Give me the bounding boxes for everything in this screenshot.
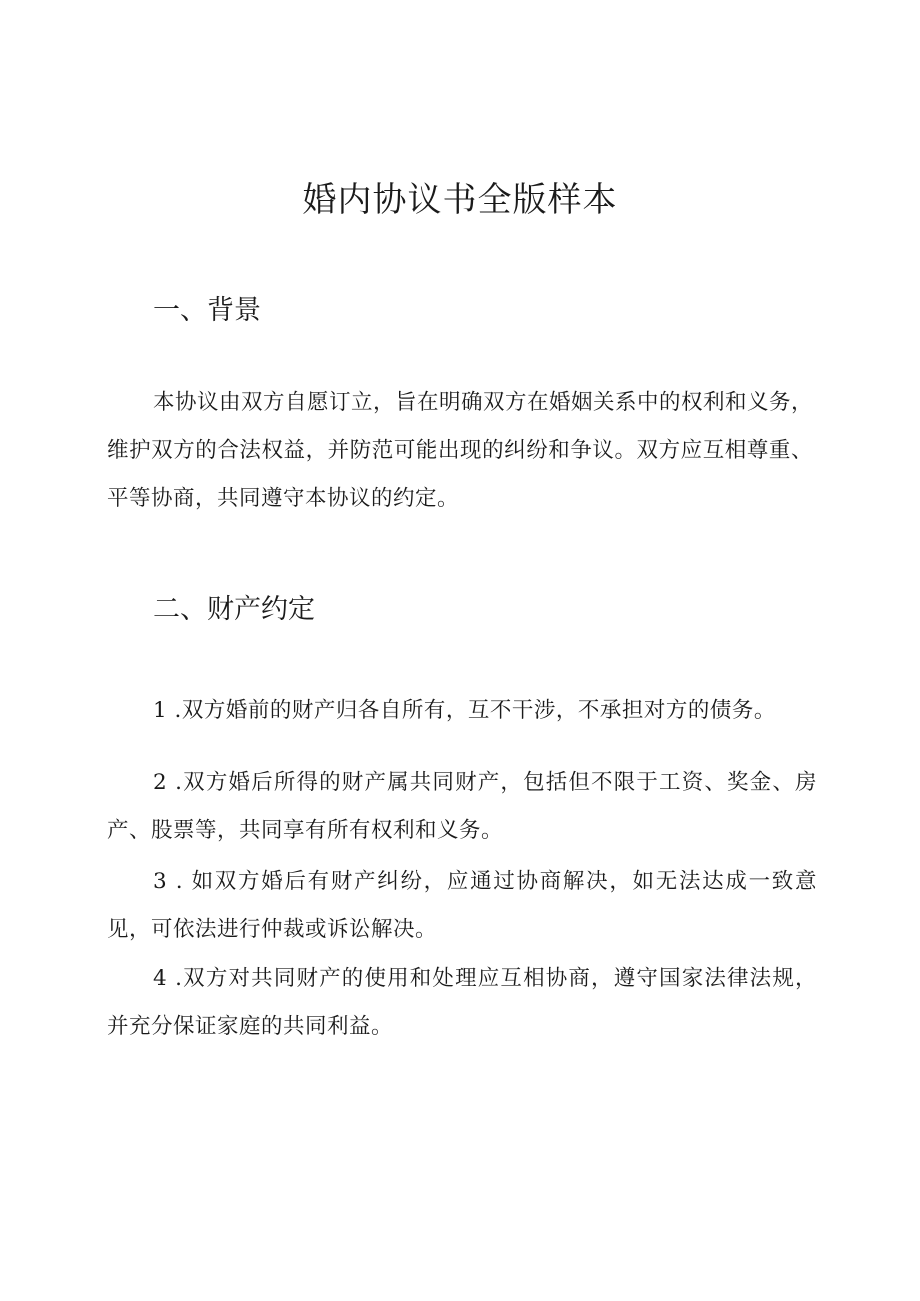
item-text: . 如双方婚后有财产纠纷，应通过协商解决，如无法达成一致意见，可依法进行仲裁或诉讼解决。 xyxy=(107,869,817,942)
background-paragraph: 本协议由双方自愿订立，旨在明确双方在婚姻关系中的权利和义务，维护双方的合法权益，并防范可能出现的纠纷和争议。双方应互相尊重、平等协商，共同遵守本协议的约定。 xyxy=(107,390,814,511)
item-number: 2 xyxy=(153,770,168,795)
item-text: .双方婚后所得的财产属共同财产，包括但不限于工资、奖金、房产、股票等，共同享有所有权利和义务。 xyxy=(107,770,817,843)
property-item-1 xyxy=(107,687,817,735)
item-number: 1 xyxy=(153,698,168,723)
property-item-2 xyxy=(107,759,817,855)
property-item-4 xyxy=(107,955,817,1051)
document-title: 婚内协议书全版样本 xyxy=(302,180,618,220)
item-number: 4 xyxy=(153,966,168,991)
item-text: .双方婚前的财产归各自所有，互不干涉，不承担对方的债务。 xyxy=(167,698,776,723)
item-text: .双方对共同财产的使用和处理应互相协商，遵守国家法律法规，并充分保证家庭的共同利益。 xyxy=(107,966,817,1039)
section-heading-background: 一、背景 xyxy=(153,295,261,326)
item-number: 3 xyxy=(153,869,168,894)
property-item-3 xyxy=(107,858,817,954)
section-heading-property: 二、财产约定 xyxy=(153,594,315,625)
